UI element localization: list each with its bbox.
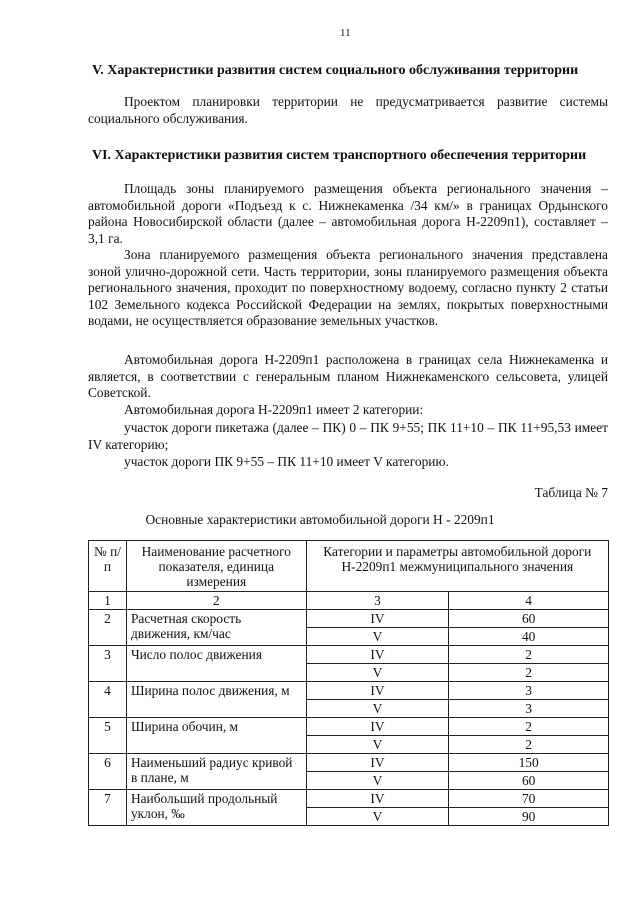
row-category: V xyxy=(306,628,449,646)
row-category: IV xyxy=(306,682,449,700)
row-value: 3 xyxy=(449,700,609,718)
table-row xyxy=(89,718,609,736)
row-name: Наибольший продольный уклон, ‰ xyxy=(126,790,306,826)
row-number: 4 xyxy=(89,682,127,718)
row-name: Ширина обочин, м xyxy=(126,718,306,754)
header-categories: Категории и параметры автомобильной дороги Н-2209п1 межмуниципального значения xyxy=(306,541,608,592)
section5-heading: V. Характеристики развития систем социального обслуживания территории xyxy=(92,63,579,78)
row-category: V xyxy=(306,700,449,718)
section6-para2 xyxy=(88,247,608,330)
table-numbering-row xyxy=(89,592,609,610)
section5-text xyxy=(88,94,608,127)
section6-para3-text: Автомобильная дорога Н-2209п1 расположена в границах села Нижнекаменка и является, в соответствии с генеральным планом Нижнекаменского сельсовета, улицей Советской. xyxy=(88,352,608,400)
numbering-cell: 4 xyxy=(449,592,609,610)
row-value: 2 xyxy=(449,664,609,682)
row-category: V xyxy=(306,808,449,826)
section6-para3 xyxy=(88,352,608,402)
row-value: 2 xyxy=(449,736,609,754)
row-number: 7 xyxy=(89,790,127,826)
row-value: 2 xyxy=(449,718,609,736)
row-number: 2 xyxy=(89,610,127,646)
section6-para4 xyxy=(88,402,608,419)
table-title: Основные характеристики автомобильной дороги Н - 2209п1 xyxy=(145,512,495,527)
section6-para1 xyxy=(88,181,608,247)
row-category: V xyxy=(306,664,449,682)
row-category: IV xyxy=(306,790,449,808)
row-name: Число полос движения xyxy=(126,646,306,682)
numbering-cell: 3 xyxy=(306,592,449,610)
row-category: V xyxy=(306,736,449,754)
table-header-row xyxy=(89,541,609,592)
table-row xyxy=(89,790,609,808)
section6-para1-text: Площадь зоны планируемого размещения объекта регионального значения – автомобильной дороги «Подъезд к с. Нижнекаменка /34 км/» в границах Ордынского района Новосибирской области (далее – автомобильная дорога Н-2209п1), составляет – 3,1 га. xyxy=(88,181,608,246)
row-value: 150 xyxy=(449,754,609,772)
row-category: IV xyxy=(306,610,449,628)
table-row xyxy=(89,646,609,664)
row-name: Расчетная скорость движения, км/час xyxy=(126,610,306,646)
row-category: IV xyxy=(306,646,449,664)
section6-para4-text: Автомобильная дорога Н-2209п1 имеет 2 категории: xyxy=(124,402,424,417)
row-category: IV xyxy=(306,718,449,736)
section6-para5-text: участок дороги пикетажа (далее – ПК) 0 – ПК 9+55; ПК 11+10 – ПК 11+95,53 имеет IV категорию; xyxy=(88,420,608,452)
section6-heading: VI. Характеристики развития систем транспортного обеспечения территории xyxy=(92,148,587,163)
road-characteristics-table xyxy=(88,540,609,826)
row-value: 60 xyxy=(449,610,609,628)
row-value: 70 xyxy=(449,790,609,808)
section6-para6 xyxy=(88,454,608,471)
table-row xyxy=(89,754,609,772)
row-name: Ширина полос движения, м xyxy=(126,682,306,718)
page-number: 11 xyxy=(340,27,351,39)
row-category: IV xyxy=(306,754,449,772)
header-indicator: Наименование расчетного показателя, единица измерения xyxy=(126,541,306,592)
section5-text-content: Проектом планировки территории не предусматривается развитие системы социального обслуживания. xyxy=(88,94,608,126)
row-number: 6 xyxy=(89,754,127,790)
row-category: V xyxy=(306,772,449,790)
section6-para2-text: Зона планируемого размещения объекта регионального значения представлена зоной улично-дорожной сети. Часть территории, зоны планируемого размещения объекта регионального значения, проходит по поверхностному водоему, согласно пункту 2 статьи 102 Земельного кодекса Российской Федерации на землях, покрытых поверхностными водами, не осуществляется образование земельных участков. xyxy=(88,247,608,328)
table-number: Таблица № 7 xyxy=(534,485,608,500)
row-name: Наименьший радиус кривой в плане, м xyxy=(126,754,306,790)
row-number: 5 xyxy=(89,718,127,754)
row-value: 40 xyxy=(449,628,609,646)
row-value: 60 xyxy=(449,772,609,790)
row-value: 2 xyxy=(449,646,609,664)
section6-para5 xyxy=(88,420,608,453)
row-value: 3 xyxy=(449,682,609,700)
numbering-cell: 2 xyxy=(126,592,306,610)
table-row xyxy=(89,682,609,700)
row-number: 3 xyxy=(89,646,127,682)
header-number: № п/п xyxy=(89,541,127,592)
row-value: 90 xyxy=(449,808,609,826)
table-row xyxy=(89,610,609,628)
section6-para6-text: участок дороги ПК 9+55 – ПК 11+10 имеет V категорию. xyxy=(124,454,449,469)
numbering-cell: 1 xyxy=(89,592,127,610)
